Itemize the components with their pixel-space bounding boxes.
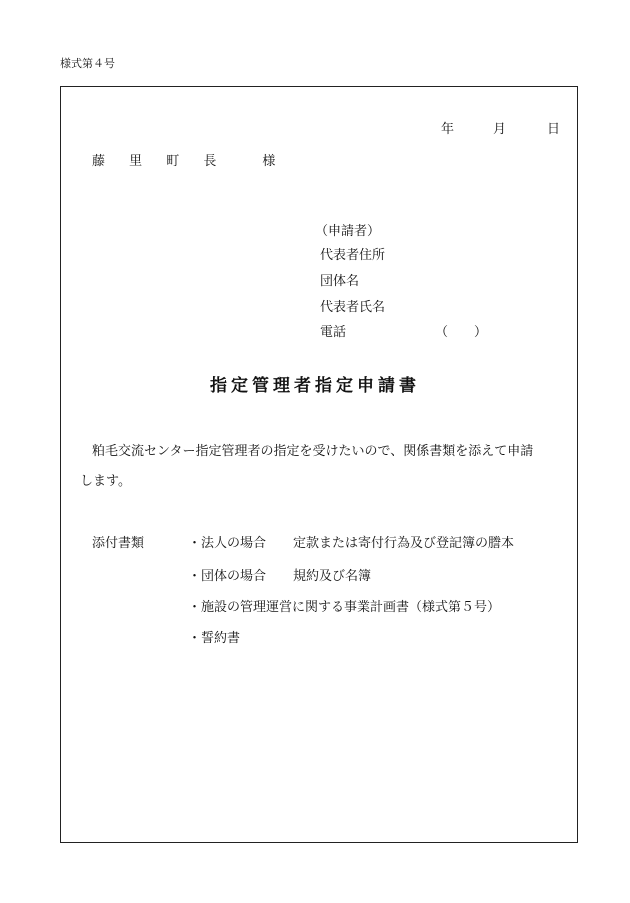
- body-text-line-2: します。: [80, 474, 131, 489]
- form-number: 様式第４号: [60, 57, 115, 70]
- date-day-label: 日: [547, 122, 561, 137]
- addressee-name: 藤 里 町 長: [92, 154, 227, 169]
- applicant-phone-label: 電話: [320, 325, 347, 340]
- attachment-item-group: ・団体の場合: [188, 569, 267, 584]
- body-text-line-1: 粕毛交流センター指定管理者の指定を受けたいので、関係書類を添えて申請: [92, 444, 534, 459]
- date-month-label: 月: [493, 122, 507, 137]
- applicant-phone-parens: （ ）: [435, 325, 488, 340]
- document-title: 指定管理者指定申請書: [210, 376, 420, 396]
- attachment-desc-group: 規約及び名簿: [293, 569, 372, 584]
- attachment-desc-corporation: 定款または寄付行為及び登記簿の謄本: [293, 536, 515, 551]
- addressee: [92, 150, 285, 169]
- applicant-address-label: 代表者住所: [320, 248, 386, 263]
- attachment-item-business-plan: ・施設の管理運営に関する事業計画書（様式第５号）: [188, 600, 501, 615]
- attachments-label: 添付書類: [92, 536, 145, 551]
- applicant-representative-label: 代表者氏名: [320, 300, 386, 315]
- date-year-label: 年: [441, 122, 455, 137]
- applicant-group-label: 団体名: [320, 274, 360, 289]
- attachment-item-corporation: ・法人の場合: [188, 536, 267, 551]
- addressee-honorific: 様: [262, 154, 286, 169]
- form-frame: [60, 86, 578, 843]
- attachment-item-pledge: ・誓約書: [188, 631, 241, 646]
- applicant-heading: （申請者）: [315, 224, 381, 239]
